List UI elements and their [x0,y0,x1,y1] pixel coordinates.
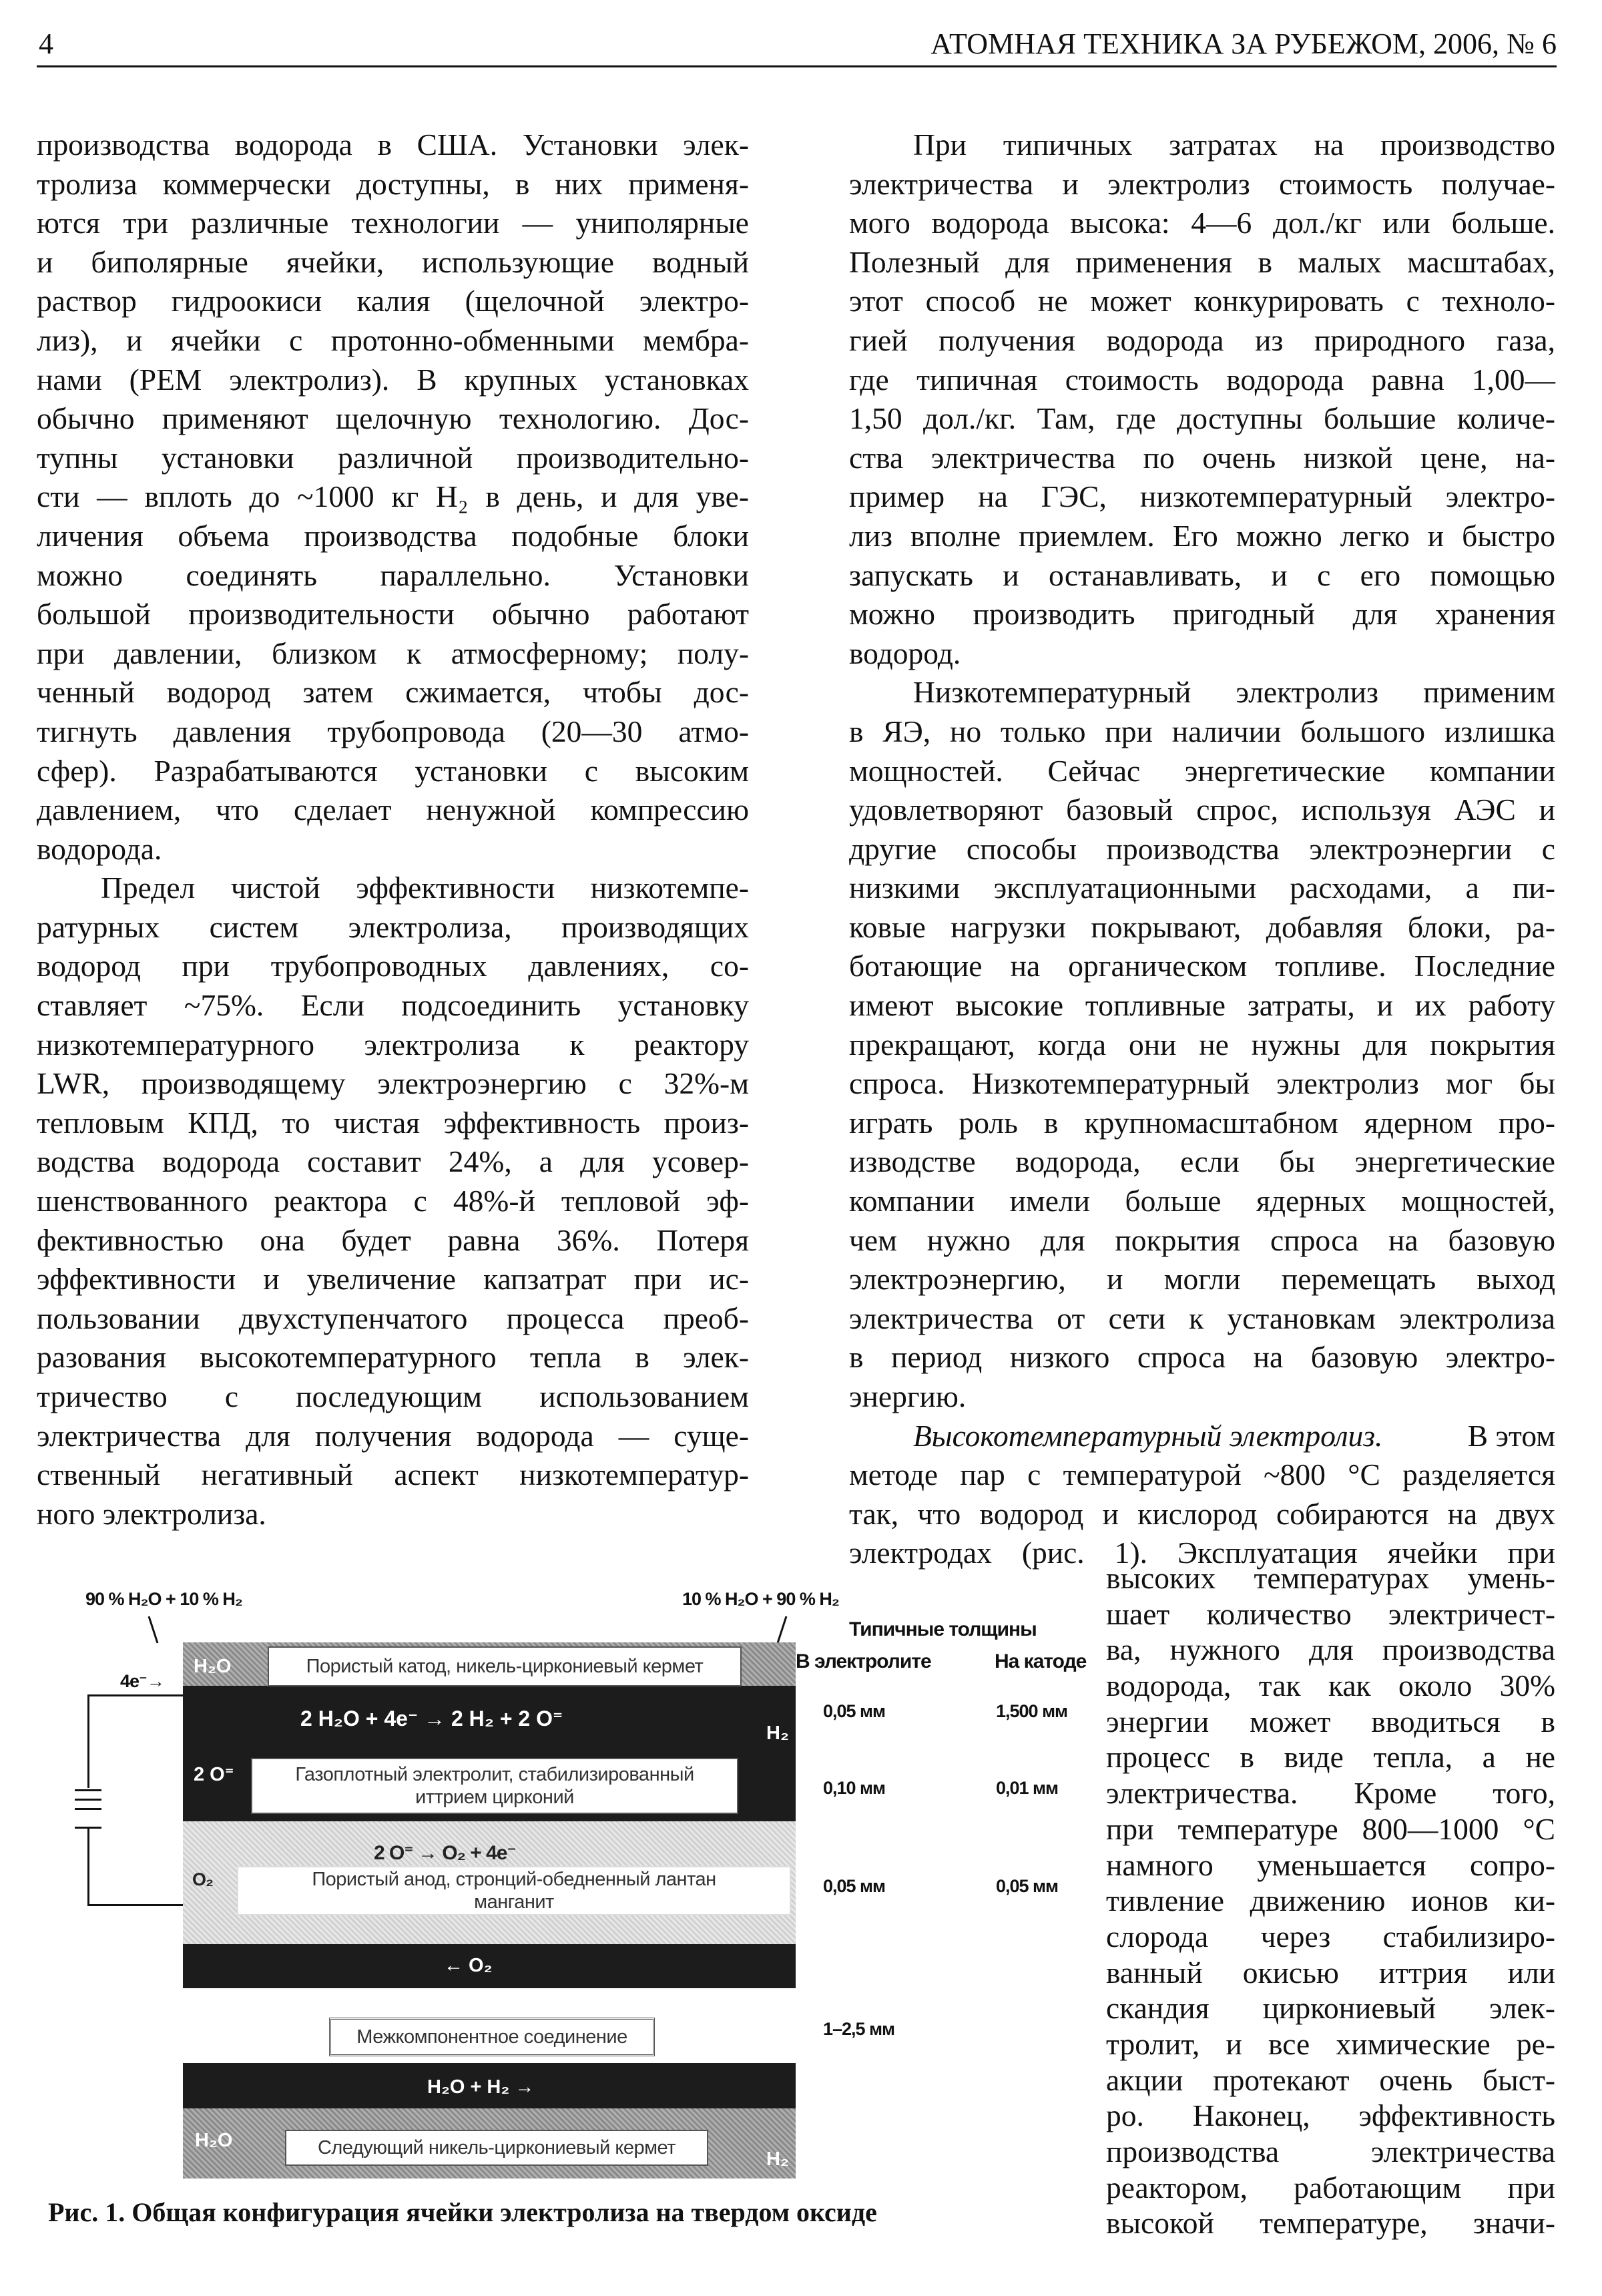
text-line: при температуре 800—1000 °C [1106,1811,1555,1846]
text-line: ного электролиза. [37,1496,266,1531]
row3-cathode: 0,05 мм [996,1876,1058,1896]
text-line: водства водорода составит 24%, а для усовер- [37,1144,749,1179]
text-line: электричества для получения водорода — суще- [37,1418,749,1453]
text-line: можно производить пригодный для хранения [849,597,1555,632]
h2-label-2: H₂ [766,2148,789,2170]
text-line: высокой температуре, значи- [1106,2206,1555,2241]
text-line: ства электричества по очень низкой цене, на- [849,440,1555,475]
text-line: шает количество электричест- [1106,1596,1555,1631]
col-cathode-header: На катоде [995,1650,1087,1672]
text-line: При типичных затратах на производство [913,128,1555,162]
text-line: мощностей. Сейчас энергетические компании [849,753,1555,788]
left-column [37,126,749,1534]
text-line: высоких температурах умень- [1106,1561,1555,1595]
row1-cathode: 1,500 мм [996,1701,1068,1721]
text-line: намного уменьшается сопро- [1106,1847,1555,1882]
cathode-label-box [268,1646,742,1686]
text-line: большой производительности обычно работают [37,597,749,632]
h2o-label-2: H₂O [195,2130,233,2151]
electrons-label: 4e⁻→ [120,1671,164,1691]
text-line: в период низкого спроса на базовую электро- [849,1340,1555,1375]
o2-label: O₂ [192,1869,213,1889]
figure-caption: Рис. 1. Общая конфигурация ячейки электролиза на твердом оксиде [48,2197,877,2227]
text-line: реактором, работающим при [1106,2170,1555,2205]
anode-label-line1: Пористый анод, стронций-обедненный лантан [312,1869,716,1890]
text-line: разования высокотемпературного тепла в элек- [37,1340,749,1375]
circuit-wire-cathode [87,1694,183,1696]
text-line: электричества от сети к установкам электролиза [849,1301,1555,1335]
cathode-reaction: 2 H₂O + 4e⁻ → 2 H₂ + 2 O⁼ [300,1706,563,1731]
text-line: процесс в виде тепла, а не [1106,1740,1555,1775]
text-line: скандия циркониевый элек- [1106,1991,1555,2026]
cathode-label: Пористый катод, никель-циркониевый кермет [306,1656,704,1677]
text-line: где типичная стоимость водорода равна 1,00— [849,362,1555,397]
text-line: тепловым КПД, то чистая эффективность произ- [37,1105,749,1140]
text-line: ботающие на органическом топливе. Последние [849,949,1555,983]
interconnect-box [329,2018,655,2056]
inlet-pointer [148,1616,159,1644]
text-line: изводстве водорода, если бы энергетические [849,1144,1555,1179]
text-line: нами (РЕМ электролиз). В крупных установках [37,362,749,397]
text-line: пример на ГЭС, низкотемпературный электро- [849,479,1555,514]
text-fragment: В этом [1467,1418,1555,1453]
text-line: этот способ не может конкурировать с техноло- [849,284,1555,318]
text-line: шенствованного реактора с 48%-й тепловой эф- [37,1184,749,1218]
text-line: так, что водород и кислород собираются на двух [849,1496,1555,1531]
text-line: Полезный для применения в малых масштабах, [849,244,1555,279]
thickness-title: Типичные толщины [849,1618,1037,1640]
text-line: энергию. [849,1379,967,1413]
text-line: в ЯЭ, но только при наличии большого излишка [849,714,1555,748]
ion-label: 2 O⁼ [194,1764,234,1785]
anode-label-line2: манганит [474,1891,554,1913]
text-line: ются три различные технологии — униполярные [37,206,749,240]
outlet-gas-label: 10 % H₂O + 90 % H₂ [682,1589,839,1609]
battery-plate [75,1799,101,1801]
text-line: запускать и останавливать, и с его помощью [849,557,1555,592]
inlet-gas-label: 90 % H₂O + 10 % H₂ [85,1589,242,1609]
text-line: водорода. [37,831,162,866]
text-line: при давлении, близком к атмосферному; полу- [37,636,749,670]
text-line: ставляет ~75%. Если подсоединить установку [37,988,749,1023]
row2-cathode: 0,01 мм [996,1778,1058,1798]
text-line: низкими эксплуатационными расходами, а пи- [849,871,1555,905]
next-cathode-label: Следующий никель-циркониевый кермет [317,2137,676,2158]
section-heading: Высокотемпературный электролиз. [913,1418,1383,1453]
h2o-label: H₂O [194,1656,232,1677]
header-rule [37,65,1557,67]
text-line: низкотемпературного электролиза к реактору [37,1027,749,1062]
text-line: тивление движению ионов ки- [1106,1883,1555,1918]
text-line: давлением, что сделает ненужной компрессию [37,792,749,827]
circuit-wire-bottom [87,1828,89,1905]
interconnect-label: Межкомпонентное соединение [356,2026,627,2048]
gas-flow-label: H₂O + H₂ → [427,2076,535,2098]
text-line: спроса. Низкотемпературный электролиз мог бы [849,1066,1555,1101]
electrolyte-label-line1: Газоплотный электролит, стабилизированный [295,1764,694,1785]
text-line: и биполярные ячейки, использующие водный [37,244,749,279]
text-line: акции протекают очень быст- [1106,2062,1555,2097]
text-line: мого водорода высока: 4—6 дол./кг или больше. [849,206,1555,240]
interconnect-thickness: 1–2,5 мм [823,2019,895,2039]
text-line: играть роль в крупномасштабном ядерном про- [849,1105,1555,1140]
o2-flow-label: ← O₂ [444,1955,493,1976]
text-line: тролиза коммерчески доступны, в них применя- [37,166,749,201]
text-line: электродах (рис. 1). Эксплуатация ячейки при [849,1536,1555,1570]
text-line: энергии может вводиться в [1106,1704,1555,1739]
text-line: ро. Наконец, эффективность [1106,2098,1555,2133]
text-line: электричества. Кроме того, [1106,1776,1555,1811]
battery-plate [75,1808,101,1810]
text-line: методе пар с температурой ~800 °C разделяется [849,1457,1555,1492]
text-line: тролит, и все химические ре- [1106,2026,1555,2061]
electrolyte-label-line2: иттрием цирконий [415,1787,574,1808]
text-line: водорода, так как около 30% [1106,1668,1555,1703]
text-line: другие способы производства электроэнергии с [849,831,1555,866]
text-line: удовлетворяют базовый спрос, используя АЭС и [849,792,1555,827]
text-line: ченный водород затем сжимается, чтобы дос- [37,675,749,710]
section-first-line [849,1417,1555,1456]
row1-electrolyte: 0,05 мм [823,1701,885,1721]
page-number: 4 [39,27,53,60]
text-line: тигнуть давления трубопровода (20—30 атмо- [37,714,749,748]
anode-reaction: 2 O⁼ → O₂ + 4e⁻ [374,1842,516,1864]
text-line: пользовании двухступенчатого процесса преоб- [37,1301,749,1335]
text-line: водород при трубопроводных давлениях, со- [37,949,749,983]
text-line: сти — вплоть до ~1000 кг H₂ в день, и для уве- [37,479,749,514]
circuit-wire-top [87,1694,89,1788]
text-line: Предел чистой эффективности низкотемпе- [101,871,749,905]
text-line: производства водорода в США. Установки элек- [37,128,749,162]
anode-label-box [237,1866,791,1915]
text-line: сфер). Разрабатываются установки с высоким [37,753,749,788]
right-column [849,126,1555,1573]
text-line: прекращают, когда они не нужны для покрытия [849,1027,1555,1062]
text-line: LWR, производящему электроэнергию с 32%-м [37,1066,749,1101]
text-line: ратурных систем электролиза, производящих [37,909,749,944]
running-header: АТОМНАЯ ТЕХНИКА ЗА РУБЕЖОМ, 2006, № 6 [930,27,1557,60]
text-line: производства электричества [1106,2134,1555,2168]
circuit-wire-anode [87,1904,183,1906]
h2-label: H₂ [766,1723,789,1744]
row3-electrolyte: 0,05 мм [823,1876,885,1896]
text-line: компании имели больше ядерных мощностей, [849,1184,1555,1218]
battery-icon [75,1789,101,1791]
text-line: раствор гидроокиси калия (щелочной электро- [37,284,749,318]
text-line: слорода через стабилизиро- [1106,1919,1555,1954]
text-line: ственный негативный аспект низкотемператур- [37,1457,749,1492]
outlet-pointer [777,1616,788,1644]
text-line: личения объема производства подобные блоки [37,518,749,553]
text-line: 1,50 дол./кг. Там, где доступны большие количе- [849,401,1555,436]
text-line: чем нужно для покрытия спроса на базовую [849,1222,1555,1257]
text-line: ванный окисью иттрия или [1106,1955,1555,1990]
text-line: фективностью она будет равна 36%. Потеря [37,1222,749,1257]
text-line: тричество с последующим использованием [37,1379,749,1413]
text-line: эффективности и увеличение капзатрат при ис- [37,1262,749,1297]
row2-electrolyte: 0,10 мм [823,1778,885,1798]
right-column-wrap-around [1106,1560,1555,2241]
text-line: можно соединять параллельно. Установки [37,557,749,592]
text-line: водород. [849,636,961,670]
text-line: обычно применяют щелочную технологию. Дос- [37,401,749,436]
text-line: лиз), и ячейки с протонно-обменными мембра- [37,322,749,357]
text-line: Низкотемпературный электролиз применим [913,675,1555,710]
text-line: ва, нужного для производства [1106,1632,1555,1667]
text-line: тупны установки различной производительно- [37,440,749,475]
text-line: гией получения водорода из природного газа, [849,322,1555,357]
text-line: ковые нагрузки покрывают, добавляя блоки, ра- [849,909,1555,944]
text-line: лиз вполне приемлем. Его можно легко и быстро [849,518,1555,553]
text-line: электроэнергию, и могли перемещать выход [849,1262,1555,1297]
col-electrolyte-header: В электролите [796,1650,931,1672]
electrolyte-label-box [251,1758,738,1814]
next-cathode-box [285,2130,708,2166]
text-line: имеют высокие топливные затраты, и их работу [849,988,1555,1023]
text-line: электричества и электролиз стоимость получае- [849,166,1555,201]
